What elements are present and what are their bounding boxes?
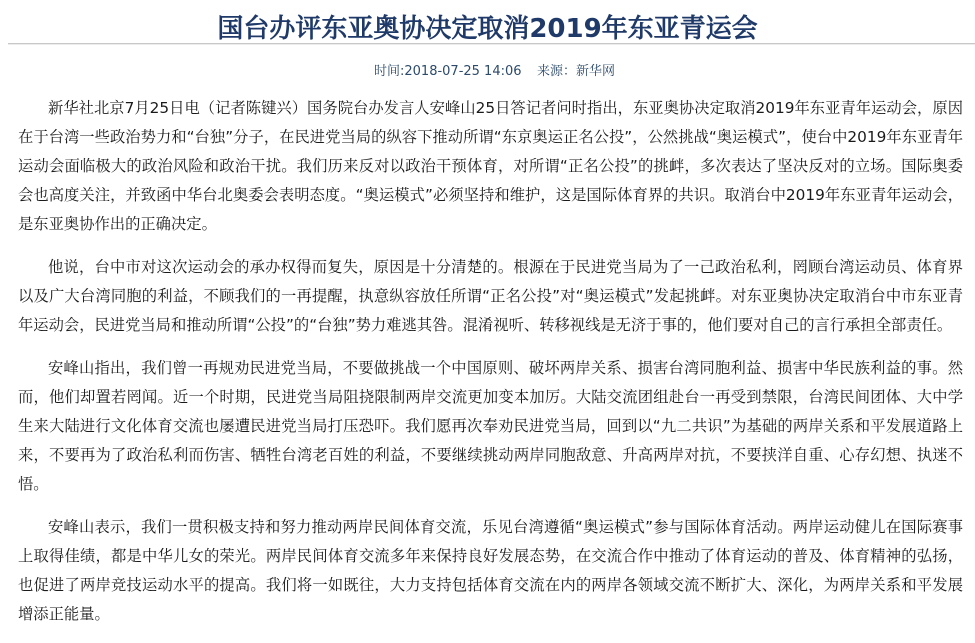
title-divider xyxy=(8,43,975,45)
paragraph-2: 他说，台中市对这次运动会的承办权得而复失，原因是十分清楚的。根源在于民进党当局为了一己政治私利，罔顾台湾运动员、体育界以及广大台湾同胞的利益，不顾我们的一再提醒，执意纵容放任所谓“正名公投”对“奥运模式”发起挑衅。对东亚奥协决定取消台中市东亚青年运动会，民进党当局和推动所谓“公投”的“台独”势力难逃其咎。混淆视听、转移视线是无济于事的，他们要对自己的言行承担全部责任。 xyxy=(18,258,963,334)
article-body xyxy=(18,94,963,643)
paragraph-3: 安峰山指出，我们曾一再规劝民进党当局，不要做挑战一个中国原则、破坏两岸关系、损害台湾同胞利益、损害中华民族利益的事。然而，他们却置若罔闻。近一个时期，民进党当局阻挠限制两岸交流更加变本加厉。大陆交流团组赴台一再受到禁限，台湾民间团体、大中学生来大陆进行文化体育交流也屡遭民进党当局打压恐吓。我们愿再次奉劝民进党当局，回到以“九二共识”为基础的两岸关系和平发展道路上来，不要再为了政治私利而伤害、牺牲台湾老百姓的利益，不要继续挑动两岸同胞敌意、升高两岸对抗，不要挟洋自重、心存幻想、执迷不悟。 xyxy=(18,359,963,493)
paragraph-1: 新华社北京7月25日电（记者陈键兴）国务院台办发言人安峰山25日答记者问时指出，东亚奥协决定取消2019年东亚青年运动会，原因在于台湾一些政治势力和“台独”分子，在民进党当局的纵容下推动所谓“东京奥运正名公投”，公然挑战“奥运模式”，使台中2019年东亚青年运动会面临极大的政治风险和政治干扰。我们历来反对以政治干预体育，对所谓“正名公投”的挑衅，多次表达了坚决反对的立场。国际奥委会也高度关注，并致函中华台北奥委会表明态度。“奥运模式”必须坚持和维护，这是国际体育界的共识。取消台中2019年东亚青年运动会，是东亚奥协作出的正确决定。 xyxy=(18,99,963,233)
article-title: 国台办评东亚奥协决定取消2019年东亚青运会 xyxy=(217,14,758,44)
paragraph-4: 安峰山表示，我们一贯积极支持和努力推动两岸民间体育交流，乐见台湾遵循“奥运模式”参与国际体育活动。两岸运动健儿在国际赛事上取得佳绩，都是中华儿女的荣光。两岸民间体育交流多年来保持良好发展态势，在交流合作中推动了体育运动的普及、体育精神的弘扬，也促进了两岸竞技运动水平的提高。我们将一如既往，大力支持包括体育交流在内的两岸各领域交流不断扩大、深化，为两岸关系和平发展增添正能量。 xyxy=(18,518,963,623)
article-source: 来源：新华网 xyxy=(537,64,616,79)
publish-time: 时间:2018-07-25 14:06 xyxy=(374,64,522,79)
